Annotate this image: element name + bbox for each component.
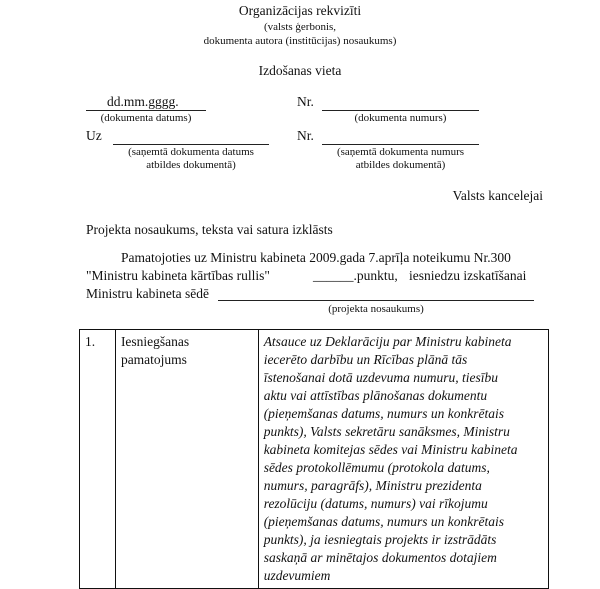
organization-requisites-subtitle-2: dokumenta autora (institūcijas) nosaukums)	[203, 35, 397, 47]
row-description-cell	[258, 330, 548, 589]
description-line: rezolūciju (datums, numurs) vai rīkojumu	[263, 496, 488, 511]
number-label: Nr.	[297, 94, 314, 109]
body-line-1: Pamatojoties uz Ministru kabineta 2009.gada 7.aprīļa noteikumu Nr.300	[121, 250, 511, 265]
issue-place: Izdošanas vieta	[258, 63, 342, 78]
project-subject: Projekta nosaukums, teksta vai satura izklāsts	[86, 222, 333, 237]
requirements-table	[79, 329, 549, 589]
description-line: punkts), Valsts sekretāru sanāksmes, Ministru	[263, 424, 510, 439]
date-value: dd.mm.gggg.	[107, 94, 179, 109]
organization-requisites-subtitle-1: (valsts ģerbonis,	[263, 21, 337, 33]
description-line: punkts), ja iesniegtais projekts ir izstrādāts	[263, 532, 497, 547]
number-caption: (dokumenta numurs)	[354, 112, 447, 124]
description-line: Atsauce uz Deklarāciju par Ministru kabineta	[263, 334, 512, 349]
organization-requisites-title: Organizācijas rekvizīti	[238, 3, 362, 18]
received-number-caption-2: atbildes dokumentā)	[355, 159, 446, 171]
row-number: 1.	[85, 334, 96, 349]
description-line: (pieņemšanas datums, numurs un konkrētais	[263, 514, 505, 529]
received-number-label: Nr.	[297, 128, 314, 143]
received-number-caption-1: (saņemtā dokumenta numurs	[336, 146, 465, 158]
uz-label: Uz	[86, 128, 102, 143]
description-line: īstenošanai dotā uzdevuma numuru, tiesību	[263, 370, 499, 385]
description-line: numurs, paragrāfs), Ministru prezidenta	[263, 478, 482, 493]
description-line: iecerēto darbību un Rīcības plānā tās	[263, 352, 468, 367]
description-line: aktu vai attīstības plānošanas dokumentu	[263, 388, 488, 403]
date-caption: (dokumenta datums)	[100, 112, 192, 124]
uz-underline	[113, 144, 269, 145]
table-row	[80, 330, 549, 589]
description-line: (pieņemšanas datums, numurs un konkrētais	[263, 406, 505, 421]
number-underline	[322, 110, 479, 111]
description-line: sēdes protokollēmumu (protokola datums,	[263, 460, 490, 475]
date-underline	[86, 110, 206, 111]
row-label-line-2: pamatojums	[120, 352, 187, 367]
description-line: kabineta komitejas sēdes vai Ministru kabineta	[263, 442, 518, 457]
body-line-2-rules-title: "Ministru kabineta kārtības rullis"	[86, 268, 270, 283]
received-number-underline	[322, 144, 479, 145]
uz-caption-1: (saņemtā dokumenta datums	[128, 146, 254, 158]
project-name-underline	[218, 300, 534, 301]
uz-caption-2: atbildes dokumentā)	[146, 159, 236, 171]
row-label-line-1: Iesniegšanas	[120, 334, 190, 349]
row-label-cell	[115, 330, 258, 589]
row-number-cell	[80, 330, 116, 589]
project-name-caption: (projekta nosaukums)	[328, 303, 424, 315]
body-line-3: Ministru kabineta sēdē	[86, 286, 209, 301]
description-line: uzdevumiem	[263, 568, 331, 583]
description-line: saskaņā ar minētajos dokumentos dotajiem	[263, 550, 497, 565]
body-line-2-point: ______.punktu,	[313, 268, 398, 283]
addressee: Valsts kancelejai	[452, 188, 543, 203]
body-line-2-submit: iesniedzu izskatīšanai	[409, 268, 527, 283]
